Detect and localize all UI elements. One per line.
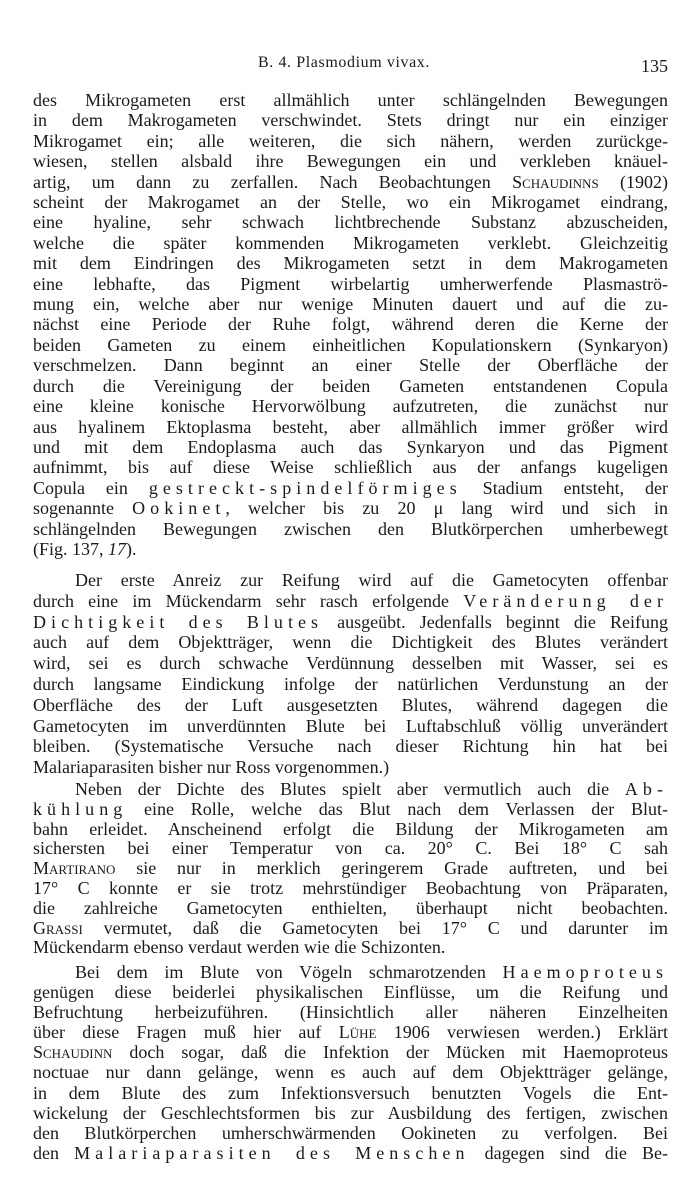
emphasized-text: Haemoproteus [502,962,668,982]
text-segment: doch sogar, daß die Infektion der Mücken mit Haemoproteus [112,1042,668,1063]
text-line [33,498,668,518]
text-line [33,1103,668,1123]
text-segment: (Fig. 137, [33,538,109,559]
text-segment: Mikrogamet ein; alle weiteren, die sich nähern, werden zurückge- [33,130,668,151]
text-line [33,938,668,958]
text-line [33,274,668,294]
text-segment: bahn erleidet. Anscheinend erfolgt die Bildung der Mikrogameten am [33,818,668,839]
text-segment: mung ein, welche aber nur wenige Minuten dauert und auf die zu- [33,294,668,315]
emphasized-text: kühlung [33,798,128,819]
text-line [33,376,668,396]
text-segment: Der erste Anreiz zur Reifung wird auf die Gametocyten offenbar [75,570,668,590]
text-segment: bleiben. (Systematische Versuche nach dieser Richtung hin hat bei [33,736,668,757]
text-line [33,90,668,110]
text-line [33,417,668,437]
text-line [33,695,668,716]
page-number: 135 [641,56,668,76]
text-segment: welche die später kommenden Mikrogameten verklebt. Gleichzeitig [33,232,668,253]
paragraph-1 [33,90,668,559]
author-name: Martirano [33,858,116,879]
text-segment: (1902) [598,171,668,192]
text-segment: und mit dem Endoplasma auch das Synkaryon und das Pigment [33,436,668,457]
text-segment: sie nur in merklich geringerem Grade auftreten, und bei [115,858,668,879]
text-segment: durch langsame Eindickung infolge der natürlichen Verdunstung an der [33,673,668,694]
text-line [33,780,668,800]
emphasized-text: Veränderung der [463,590,668,611]
text-segment: Bei dem im Blute von Vögeln schmarotzenden [75,962,503,982]
text-line [33,962,668,982]
text-line [33,294,668,314]
text-segment: eine kleine konische Hervorwölbung aufzutreten, die zunächst nur [33,396,668,417]
text-line [33,632,668,653]
text-segment: 1906 verwiesen werden.) Erklärt [376,1022,668,1043]
text-segment: mit dem Eindringen des Mikrogameten setzt in dem Makrogameten [33,253,668,274]
text-segment: den Blutkörperchen umherschwärmenden Ookineten zu verfolgen. Bei [33,1122,668,1143]
text-line [33,674,668,695]
text-segment: verschmelzen. Dann beginnt an einer Stelle der Oberfläche der [33,355,668,376]
text-line [33,478,668,498]
text-segment: durch eine im Mückendarm sehr rasch erfolgende [33,590,464,611]
text-line [33,212,668,232]
text-line [33,519,668,539]
emphasized-text: Malariaparasiten des Menschen [74,1142,470,1163]
text-line [33,800,668,820]
text-line [33,396,668,416]
text-segment: Befruchtung herbeizuführen. (Hinsichtlich aller näheren Einzelheiten [33,1002,668,1023]
text-line [33,820,668,840]
text-segment: auch auf dem Objektträger, wenn die Dichtigkeit des Blutes verändert [33,632,668,653]
text-segment: sichersten bei einer Temperatur von ca. 20° C. Bei 18° C sah [33,838,668,859]
emphasized-text: Ab- [624,779,668,799]
text-line [33,570,668,591]
text-line [33,591,668,612]
text-segment: ). [126,538,137,559]
text-segment: wiesen, stellen alsbald ihre Bewegungen ein und verkleben knäuel- [33,151,668,172]
text-segment: schlängelnden Bewegungen zwischen den Blutkörperchen umherbewegt [33,518,668,539]
paragraph-4 [33,962,668,1163]
text-segment: Copula ein [33,477,149,498]
text-line [33,335,668,355]
text-line [33,192,668,212]
text-line [33,172,668,192]
text-segment: , welcher bis zu 20 μ lang wird und sich in [225,498,668,519]
text-line [33,1083,668,1103]
text-segment: wickelung der Geschlechtsformen bis zur Ausbildung des fertigen, zwischen [33,1102,668,1123]
text-line [33,151,668,171]
text-line [33,1143,668,1163]
text-segment: beiden Gameten zu einem einheitlichen Kopulationskern (Synkaryon) [33,334,668,355]
text-segment: Mückendarm ebenso verdaut werden wie die Schizonten. [33,937,446,958]
text-segment: eine hyaline, sehr schwach lichtbrechende Substanz abzuscheiden, [33,212,668,233]
running-title: B. 4. Plasmodium vivax. [257,54,431,71]
text-segment: wird, sei es durch schwache Verdünnung desselben mit Wasser, sei es [33,653,668,674]
paragraph-3 [33,780,668,958]
text-segment: aus hyalinem Ektoplasma besteht, aber allmählich immer größer wird [33,416,668,437]
author-name: Grassi [33,917,83,938]
author-name: Lühe [338,1022,377,1043]
text-segment: in dem Blute des zum Infektionsversuch benutzten Vogels die Ent- [33,1082,668,1103]
text-segment: scheint der Makrogamet an der Stelle, wo ein Mikrogamet eindrang, [33,192,668,213]
text-segment: die zahlreiche Gametocyten enthielten, überhaupt nicht beobachten. [33,897,668,918]
text-line [33,437,668,457]
text-line [33,736,668,757]
text-line [33,653,668,674]
text-line [33,1123,668,1143]
text-line [33,457,668,477]
paragraph-2 [33,570,668,778]
text-segment: Gametocyten im unverdünnten Blute bei Luftabschluß völlig unverändert [33,715,668,736]
text-line [33,131,668,151]
text-line [33,314,668,334]
text-line [33,110,668,130]
text-segment: Neben der Dichte des Blutes spielt aber vermutlich auch die [75,779,625,799]
text-segment: den [33,1142,75,1163]
text-line [33,612,668,633]
text-segment: nächst eine Periode der Ruhe folgt, während deren die Kerne der [33,314,668,335]
emphasized-text: Ookinet [132,498,226,519]
text-line [33,879,668,899]
text-segment: artig, um dann zu zerfallen. Nach Beobachtungen [33,171,513,192]
text-line [33,859,668,879]
text-line [33,355,668,375]
text-line [33,1062,668,1082]
text-line [33,253,668,273]
text-line [33,716,668,737]
text-segment: dagegen sind die Be- [469,1142,669,1163]
text-segment: genügen diese beiderlei physikalischen Einflüsse, um die Reifung und [33,982,668,1003]
author-name: Schaudinn [33,1042,113,1063]
author-name: Schaudinns [512,171,599,192]
text-segment: Malariaparasiten bisher nur Ross vorgenommen.) [33,757,390,778]
text-line [33,539,668,559]
text-segment: durch die Vereinigung der beiden Gameten entstandenen Copula [33,375,668,396]
text-line [33,1022,668,1042]
text-line [33,233,668,253]
text-segment: des Mikrogameten erst allmählich unter schlängelnden Bewegungen [33,90,668,110]
text-line [33,919,668,939]
text-segment: ausgeübt. Jedenfalls beginnt die Reifung [323,611,668,632]
text-line [33,839,668,859]
text-segment: 17° C konnte er sie trotz mehrstündiger Beobachtung von Präparaten, [33,877,668,898]
text-segment: eine Rolle, welche das Blut nach dem Verlassen der Blut- [127,798,668,819]
text-segment: noctuae nur dann gelänge, wenn es auch auf dem Objektträger gelänge, [33,1062,668,1083]
text-line [33,757,668,778]
text-segment: aufnimmt, bis auf diese Weise schließlich aus der anfangs kugeligen [33,457,668,478]
emphasized-text: Dichtigkeit des Blutes [33,611,324,632]
text-segment: in dem Makrogameten verschwindet. Stets dringt nur ein einziger [33,110,668,131]
text-segment: eine lebhafte, das Pigment wirbelartig umherwerfende Plasmaströ- [33,273,668,294]
text-segment: vermutet, daß die Gametocyten bei 17° C und darunter im [82,917,668,938]
text-segment: Stadium entsteht, der [461,477,668,498]
text-segment: Oberfläche des der Luft ausgesetzten Blutes, während dagegen die [33,694,668,715]
text-line [33,899,668,919]
text-line [33,1042,668,1062]
emphasized-text: gestreckt-spindelförmiges [148,477,462,498]
italic-text: 17 [108,538,127,559]
text-segment: sogenannte [33,498,133,519]
text-line [33,982,668,1002]
text-line [33,1002,668,1022]
text-segment: über diese Fragen muß hier auf [33,1022,339,1043]
